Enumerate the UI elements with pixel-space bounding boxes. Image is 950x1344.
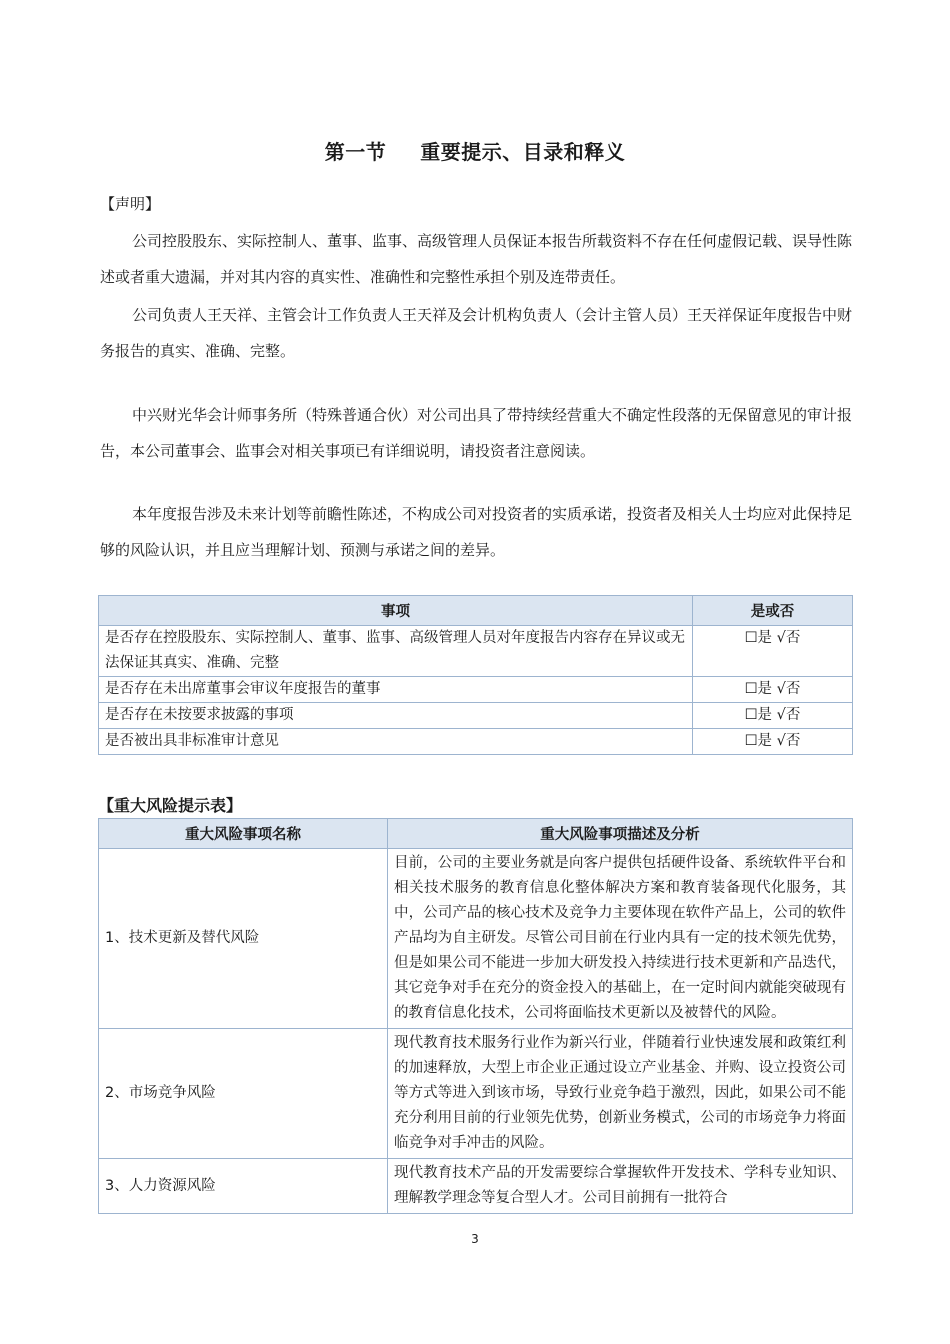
- paragraph-responsible-persons: 公司负责人王天祥、主管会计工作负责人王天祥及会计机构负责人（会计主管人员）王天祥保证年度报告中财务报告的真实、准确、完整。: [100, 306, 853, 360]
- table-header-row: [99, 819, 853, 849]
- page-number: 3: [471, 1232, 479, 1246]
- table-row: [99, 729, 853, 755]
- header-risk-desc: 重大风险事项描述及分析: [388, 819, 853, 849]
- header-yes-no: 是或否: [693, 596, 853, 626]
- risk-name-cell: 3、人力资源风险: [99, 1159, 388, 1214]
- statement-label: 【声明】: [100, 195, 161, 213]
- table-row: [99, 1159, 853, 1214]
- answer-cell: ☐是 √否: [693, 677, 853, 703]
- table-row: [99, 1029, 853, 1159]
- section-number: 第一节: [324, 140, 387, 164]
- risk-table-label: 【重大风险提示表】: [98, 796, 243, 815]
- matter-cell: 是否存在控股股东、实际控制人、董事、监事、高级管理人员对年度报告内容存在异议或无法保证其真实、准确、完整: [99, 626, 693, 677]
- risk-desc-cell: 现代教育技术服务行业作为新兴行业，伴随着行业快速发展和政策红利的加速释放，大型上市企业正通过设立产业基金、并购、设立投资公司等方式等进入到该市场，导致行业竞争趋于激烈，因此，如果公司不能充分利用目前的行业领先优势，创新业务模式，公司的市场竞争力将面临竞争对手冲击的风险。: [388, 1029, 853, 1159]
- answer-cell: ☐是 √否: [693, 729, 853, 755]
- table-row: [99, 677, 853, 703]
- section-title: [0, 136, 950, 165]
- answer-cell: ☐是 √否: [693, 626, 853, 677]
- answer-cell: ☐是 √否: [693, 703, 853, 729]
- paragraph-liability: 公司控股股东、实际控制人、董事、监事、高级管理人员保证本报告所载资料不存在任何虚假记载、误导性陈述或者重大遗漏，并对其内容的真实性、准确性和完整性承担个别及连带责任。: [100, 232, 853, 286]
- section-heading: 重要提示、目录和释义: [420, 140, 626, 164]
- matters-table: [98, 595, 853, 755]
- table-row: [99, 703, 853, 729]
- paragraph-audit: 中兴财光华会计师事务所（特殊普通合伙）对公司出具了带持续经营重大不确定性段落的无保留意见的审计报告，本公司董事会、监事会对相关事项已有详细说明，请投资者注意阅读。: [100, 406, 853, 460]
- risk-desc-cell: 现代教育技术产品的开发需要综合掌握软件开发技术、学科专业知识、理解教学理念等复合型人才。公司目前拥有一批符合: [388, 1159, 853, 1214]
- table-row: [99, 849, 853, 1029]
- paragraph-forward-looking: 本年度报告涉及未来计划等前瞻性陈述，不构成公司对投资者的实质承诺，投资者及相关人士均应对此保持足够的风险认识，并且应当理解计划、预测与承诺之间的差异。: [100, 505, 853, 559]
- risk-name-cell: 1、技术更新及替代风险: [99, 849, 388, 1029]
- risk-desc-cell: 目前，公司的主要业务就是向客户提供包括硬件设备、系统软件平台和相关技术服务的教育信息化整体解决方案和教育装备现代化服务，其中，公司产品的核心技术及竞争力主要体现在软件产品上，公司的软件产品均为自主研发。尽管公司目前在行业内具有一定的技术领先优势，但是如果公司不能进一步加大研发投入持续进行技术更新和产品迭代，其它竞争对手在充分的资金投入的基础上，在一定时间内就能突破现有的教育信息化技术，公司将面临技术更新以及被替代的风险。: [388, 849, 853, 1029]
- matter-cell: 是否存在未按要求披露的事项: [99, 703, 693, 729]
- table-header-row: [99, 596, 853, 626]
- matter-cell: 是否被出具非标准审计意见: [99, 729, 693, 755]
- risk-name-cell: 2、市场竞争风险: [99, 1029, 388, 1159]
- table-row: [99, 626, 853, 677]
- matter-cell: 是否存在未出席董事会审议年度报告的董事: [99, 677, 693, 703]
- header-matter: 事项: [99, 596, 693, 626]
- risk-table: [98, 818, 853, 1214]
- header-risk-name: 重大风险事项名称: [99, 819, 388, 849]
